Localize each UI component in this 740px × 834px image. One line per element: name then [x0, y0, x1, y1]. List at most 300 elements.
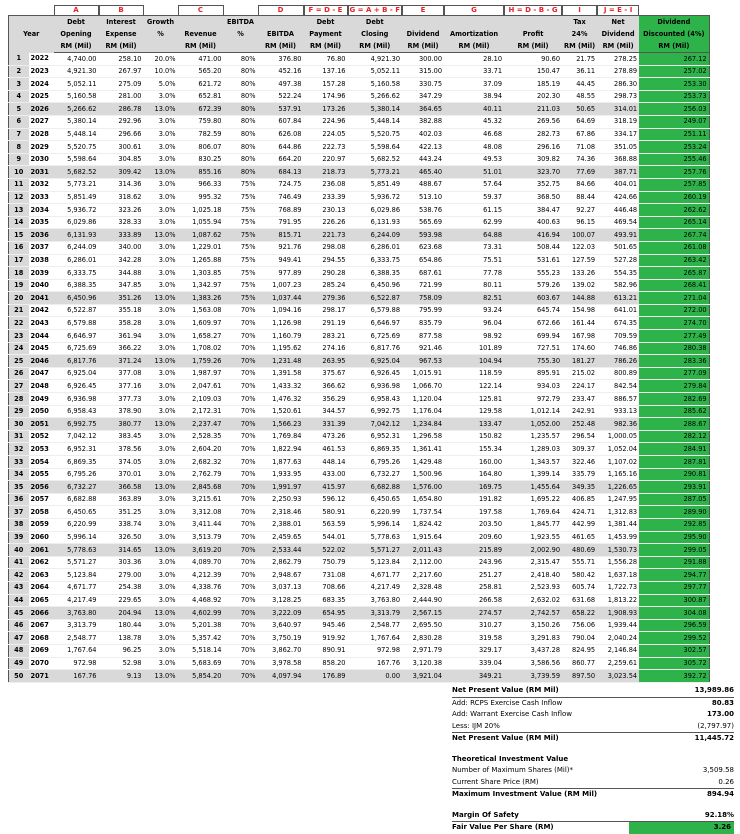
cell-tax: 139.02 — [562, 279, 597, 292]
cell-debt-opening: 6,682.88 — [54, 493, 99, 506]
cell-profit: 1,923.55 — [504, 531, 562, 544]
warrant-label: Add: Warrant Exercise Cash Inflow — [452, 710, 572, 718]
cell-ebitda-pct: 70% — [224, 506, 258, 519]
cell-interest-expense: 351.25 — [99, 506, 144, 519]
cell-year: 2048 — [29, 380, 54, 393]
cell-debt-opening: 6,869.35 — [54, 456, 99, 469]
cell-net-dividend: 298.73 — [597, 90, 639, 103]
cell-year: 2043 — [29, 317, 54, 330]
cell-profit: 727.51 — [504, 342, 562, 355]
header-row-1 — [9, 16, 710, 29]
cell-amortization: 45.32 — [444, 115, 504, 128]
ijm-value: (2,797.97) — [697, 721, 734, 730]
cell-debt-opening: 5,160.58 — [54, 90, 99, 103]
cell-profit: 150.47 — [504, 65, 562, 78]
cell-profit: 2,523.93 — [504, 581, 562, 594]
header-profit-unit: RM (Mil) — [504, 40, 562, 53]
cell-tax: 154.98 — [562, 304, 597, 317]
table-row — [9, 355, 710, 368]
cell-tax: 790.04 — [562, 632, 597, 645]
price-row — [452, 777, 734, 790]
cell-revenue: 4,089.70 — [178, 556, 224, 569]
cell-year: 2032 — [29, 178, 54, 191]
cell-dividend-discounted: 299.05 — [639, 544, 709, 557]
miv-label: Maximum Investment Value (RM Mil) — [452, 790, 598, 798]
cell-amortization: 191.82 — [444, 493, 504, 506]
cell-revenue: 1,303.85 — [178, 267, 224, 280]
cell-debt-closing: 6,131.93 — [348, 216, 403, 229]
cell-dividend: 488.67 — [402, 178, 444, 191]
cell-row-number: 35 — [9, 481, 29, 494]
rcps-row — [452, 698, 734, 710]
cell-row-number: 39 — [9, 531, 29, 544]
cell-debt-payment: 157.28 — [304, 78, 348, 91]
table-row — [9, 166, 710, 179]
cell-amortization: 37.09 — [444, 78, 504, 91]
cell-net-dividend: 886.57 — [597, 393, 639, 406]
cell-amortization: 82.51 — [444, 292, 504, 305]
cell-tax: 580.42 — [562, 569, 597, 582]
cell-debt-opening: 5,773.21 — [54, 178, 99, 191]
cell-year: 2055 — [29, 468, 54, 481]
cell-profit: 416.94 — [504, 229, 562, 242]
cell-dividend-discounted: 253.24 — [639, 141, 709, 154]
formula-row — [9, 5, 710, 16]
header-revenue: Revenue — [178, 28, 224, 40]
header-interest-unit: RM (Mil) — [99, 40, 144, 53]
cell-revenue: 4,338.76 — [178, 581, 224, 594]
header-ebitda-pct-2: % — [224, 28, 258, 40]
cell-growth: 3.0% — [144, 317, 178, 330]
cell-ebitda: 1,231.48 — [258, 355, 304, 368]
cell-dividend-discounted: 255.46 — [639, 153, 709, 166]
table-row — [9, 594, 710, 607]
rcps-value: 80.83 — [711, 698, 734, 707]
cell-amortization: 28.10 — [444, 53, 504, 66]
cell-dividend-discounted: 290.81 — [639, 468, 709, 481]
cell-interest-expense: 326.50 — [99, 531, 144, 544]
cell-ebitda-pct: 80% — [224, 141, 258, 154]
cell-net-dividend: 446.48 — [597, 204, 639, 217]
cell-row-number: 47 — [9, 632, 29, 645]
table-row — [9, 657, 710, 670]
cell-ebitda-pct: 70% — [224, 657, 258, 670]
cell-debt-closing: 6,450.96 — [348, 279, 403, 292]
cell-interest-expense: 229.65 — [99, 594, 144, 607]
cell-dividend-discounted: 292.85 — [639, 518, 709, 531]
cell-ebitda-pct: 70% — [224, 317, 258, 330]
cell-ebitda: 1,160.79 — [258, 330, 304, 343]
cell-interest-expense: 303.36 — [99, 556, 144, 569]
cell-year: 2070 — [29, 657, 54, 670]
table-row — [9, 128, 710, 141]
cell-net-dividend: 527.28 — [597, 254, 639, 267]
cell-debt-closing: 6,286.01 — [348, 241, 403, 254]
table-row — [9, 481, 710, 494]
table-row — [9, 430, 710, 443]
cell-growth: 3.0% — [144, 581, 178, 594]
cell-interest-expense: 180.44 — [99, 619, 144, 632]
cell-row-number: 8 — [9, 141, 29, 154]
cell-debt-opening: 972.98 — [54, 657, 99, 670]
cell-debt-closing: 6,029.86 — [348, 204, 403, 217]
cell-growth: 3.0% — [144, 443, 178, 456]
cell-ebitda: 2,533.44 — [258, 544, 304, 557]
table-row — [9, 418, 710, 431]
cell-net-dividend: 314.01 — [597, 103, 639, 116]
cell-growth: 3.0% — [144, 594, 178, 607]
cell-debt-opening: 5,448.14 — [54, 128, 99, 141]
cell-amortization: 96.04 — [444, 317, 504, 330]
cell-net-dividend: 404.01 — [597, 178, 639, 191]
cell-dividend-discounted: 282.12 — [639, 430, 709, 443]
cell-dividend-discounted: 282.69 — [639, 393, 709, 406]
cell-revenue: 621.72 — [178, 78, 224, 91]
cell-profit: 755.30 — [504, 355, 562, 368]
cell-revenue: 830.25 — [178, 153, 224, 166]
cell-debt-closing: 6,646.97 — [348, 317, 403, 330]
cell-profit: 531.61 — [504, 254, 562, 267]
table-row — [9, 241, 710, 254]
cell-profit: 368.50 — [504, 191, 562, 204]
cell-growth: 3.0% — [144, 456, 178, 469]
cell-debt-closing: 5,936.72 — [348, 191, 403, 204]
cell-debt-payment: 945.46 — [304, 619, 348, 632]
cell-profit: 400.63 — [504, 216, 562, 229]
cell-interest-expense: 52.98 — [99, 657, 144, 670]
cell-growth: 13.0% — [144, 292, 178, 305]
cell-revenue: 806.07 — [178, 141, 224, 154]
cell-ebitda: 1,566.23 — [258, 418, 304, 431]
cell-year: 2061 — [29, 544, 54, 557]
cell-year: 2063 — [29, 569, 54, 582]
cell-net-dividend: 469.54 — [597, 216, 639, 229]
cell-ebitda: 3,978.58 — [258, 657, 304, 670]
cell-dividend: 3,120.38 — [402, 657, 444, 670]
cell-debt-closing: 6,936.98 — [348, 380, 403, 393]
cell-tax: 296.54 — [562, 430, 597, 443]
cell-dividend-discounted: 257.85 — [639, 178, 709, 191]
cell-profit: 1,343.57 — [504, 456, 562, 469]
cell-year: 2045 — [29, 342, 54, 355]
cell-tax: 92.27 — [562, 204, 597, 217]
cell-amortization: 133.47 — [444, 418, 504, 431]
cell-dividend: 1,500.96 — [402, 468, 444, 481]
cell-row-number: 25 — [9, 355, 29, 368]
cell-debt-payment: 298.08 — [304, 241, 348, 254]
cell-debt-payment: 279.36 — [304, 292, 348, 305]
cell-debt-payment: 654.95 — [304, 607, 348, 620]
table-row — [9, 342, 710, 355]
cell-debt-opening: 6,286.01 — [54, 254, 99, 267]
header-amortization-unit: RM (Mil) — [444, 40, 504, 53]
cell-year: 2069 — [29, 644, 54, 657]
table-row — [9, 518, 710, 531]
cell-debt-payment: 344.57 — [304, 405, 348, 418]
cell-net-dividend: 582.96 — [597, 279, 639, 292]
cell-year: 2058 — [29, 506, 54, 519]
table-row — [9, 443, 710, 456]
tiv-title: Theoretical Investment Value — [452, 754, 569, 763]
cell-dividend-discounted: 284.91 — [639, 443, 709, 456]
header-ebitda-pct: EBITDA — [224, 16, 258, 29]
cell-row-number: 31 — [9, 430, 29, 443]
cell-row-number: 27 — [9, 380, 29, 393]
cell-amortization: 203.50 — [444, 518, 504, 531]
cell-debt-payment: 708.66 — [304, 581, 348, 594]
valuation-summary — [452, 685, 734, 834]
cell-ebitda-pct: 70% — [224, 393, 258, 406]
cell-dividend: 300.00 — [402, 53, 444, 66]
table-row — [9, 216, 710, 229]
header-ebitda: EBITDA — [258, 28, 304, 40]
cell-debt-opening: 5,123.84 — [54, 569, 99, 582]
cell-amortization: 164.80 — [444, 468, 504, 481]
cell-tax: 461.65 — [562, 531, 597, 544]
cell-amortization: 118.59 — [444, 367, 504, 380]
cell-ebitda-pct: 80% — [224, 166, 258, 179]
cell-year: 2050 — [29, 405, 54, 418]
cell-ebitda-pct: 70% — [224, 670, 258, 683]
cell-year: 2029 — [29, 141, 54, 154]
cell-amortization: 38.94 — [444, 90, 504, 103]
cell-year: 2037 — [29, 241, 54, 254]
cell-profit: 202.30 — [504, 90, 562, 103]
cell-interest-expense: 281.00 — [99, 90, 144, 103]
cell-revenue: 4,212.39 — [178, 569, 224, 582]
cell-ebitda: 921.76 — [258, 241, 304, 254]
cell-dividend-discounted: 287.05 — [639, 493, 709, 506]
cell-dividend-discounted: 283.36 — [639, 355, 709, 368]
shares-label: Number of Maximum Shares (Mil)* — [452, 766, 573, 774]
cell-debt-payment: 137.16 — [304, 65, 348, 78]
cell-dividend-discounted: 271.04 — [639, 292, 709, 305]
cell-interest-expense: 296.66 — [99, 128, 144, 141]
cell-ebitda-pct: 70% — [224, 544, 258, 557]
cell-year: 2049 — [29, 393, 54, 406]
cell-revenue: 2,604.20 — [178, 443, 224, 456]
cell-interest-expense: 378.90 — [99, 405, 144, 418]
table-row — [9, 644, 710, 657]
cell-debt-payment: 433.00 — [304, 468, 348, 481]
cell-net-dividend: 424.66 — [597, 191, 639, 204]
cell-debt-closing: 6,220.99 — [348, 506, 403, 519]
cell-profit: 3,291.83 — [504, 632, 562, 645]
cell-interest-expense: 204.94 — [99, 607, 144, 620]
cell-tax: 442.99 — [562, 518, 597, 531]
header-row-3 — [9, 40, 710, 53]
cell-amortization: 122.14 — [444, 380, 504, 393]
cell-tax: 480.69 — [562, 544, 597, 557]
cell-dividend-discounted: 293.91 — [639, 481, 709, 494]
cell-debt-payment: 233.39 — [304, 191, 348, 204]
cell-ebitda-pct: 70% — [224, 430, 258, 443]
cell-dividend-discounted: 267.12 — [639, 53, 709, 66]
warrant-row — [452, 709, 734, 721]
cell-amortization: 125.81 — [444, 393, 504, 406]
header-amortization: Amortization — [444, 28, 504, 40]
cell-ebitda: 2,862.79 — [258, 556, 304, 569]
cell-year: 2060 — [29, 531, 54, 544]
cell-debt-payment: 356.29 — [304, 393, 348, 406]
cell-dividend: 565.69 — [402, 216, 444, 229]
cell-ebitda: 452.16 — [258, 65, 304, 78]
cell-year: 2062 — [29, 556, 54, 569]
cell-profit: 2,742.57 — [504, 607, 562, 620]
cell-amortization: 274.57 — [444, 607, 504, 620]
cell-amortization: 266.58 — [444, 594, 504, 607]
table-row — [9, 393, 710, 406]
cell-debt-payment: 274.16 — [304, 342, 348, 355]
cell-row-number: 11 — [9, 178, 29, 191]
cell-dividend-discounted: 305.72 — [639, 657, 709, 670]
cell-debt-closing: 972.98 — [348, 644, 403, 657]
cell-interest-expense: 351.26 — [99, 292, 144, 305]
header-tax-2: 24% — [562, 28, 597, 40]
formula-dividend: E — [402, 5, 444, 16]
cell-net-dividend: 641.01 — [597, 304, 639, 317]
cell-growth: 3.0% — [144, 90, 178, 103]
cell-year: 2022 — [29, 53, 54, 66]
cell-amortization: 150.82 — [444, 430, 504, 443]
table-row — [9, 204, 710, 217]
cell-debt-opening: 6,029.86 — [54, 216, 99, 229]
cell-dividend: 835.79 — [402, 317, 444, 330]
cell-ebitda-pct: 70% — [224, 304, 258, 317]
cell-row-number: 26 — [9, 367, 29, 380]
npv2-label: Net Present Value (RM Mil) — [452, 734, 559, 742]
cell-ebitda: 3,862.70 — [258, 644, 304, 657]
cell-net-dividend: 1,165.16 — [597, 468, 639, 481]
cell-tax: 21.75 — [562, 53, 597, 66]
table-row — [9, 581, 710, 594]
cell-net-dividend: 1,052.04 — [597, 443, 639, 456]
cell-debt-closing: 6,682.88 — [348, 481, 403, 494]
cell-year: 2024 — [29, 78, 54, 91]
table-row — [9, 53, 710, 66]
table-row — [9, 367, 710, 380]
formula-debt-payment: F = D - E — [304, 5, 348, 16]
cell-dividend-discounted: 267.74 — [639, 229, 709, 242]
cell-revenue: 652.81 — [178, 90, 224, 103]
cell-year: 2071 — [29, 670, 54, 683]
cell-dividend-discounted: 277.09 — [639, 367, 709, 380]
cell-dividend: 1,361.41 — [402, 443, 444, 456]
cell-ebitda-pct: 70% — [224, 330, 258, 343]
cell-revenue: 2,047.61 — [178, 380, 224, 393]
cell-revenue: 759.80 — [178, 115, 224, 128]
cell-tax: 860.77 — [562, 657, 597, 670]
cell-dividend: 967.53 — [402, 355, 444, 368]
formula-debt-opening: A — [54, 5, 99, 16]
cell-year: 2056 — [29, 481, 54, 494]
table-row — [9, 317, 710, 330]
cell-debt-opening: 5,571.27 — [54, 556, 99, 569]
cell-dividend: 1,234.84 — [402, 418, 444, 431]
cell-debt-opening: 7,042.12 — [54, 430, 99, 443]
cell-amortization: 62.99 — [444, 216, 504, 229]
cell-debt-opening: 6,925.04 — [54, 367, 99, 380]
cell-ebitda-pct: 75% — [224, 229, 258, 242]
cell-row-number: 34 — [9, 468, 29, 481]
cell-dividend: 877.58 — [402, 330, 444, 343]
cell-interest-expense: 304.85 — [99, 153, 144, 166]
cell-row-number: 23 — [9, 330, 29, 343]
mos-label: Margin Of Safety — [452, 810, 519, 819]
cell-tax: 824.95 — [562, 644, 597, 657]
cell-ebitda: 1,094.16 — [258, 304, 304, 317]
cell-debt-opening: 5,520.75 — [54, 141, 99, 154]
cell-revenue: 2,237.47 — [178, 418, 224, 431]
cell-row-number: 2 — [9, 65, 29, 78]
table-row — [9, 619, 710, 632]
cell-ebitda: 977.89 — [258, 267, 304, 280]
ijm-row — [452, 721, 734, 733]
cell-profit: 309.82 — [504, 153, 562, 166]
cell-amortization: 93.24 — [444, 304, 504, 317]
cell-debt-closing: 6,333.75 — [348, 254, 403, 267]
cell-row-number: 45 — [9, 607, 29, 620]
header-growth-2: % — [144, 28, 178, 40]
cell-debt-opening: 6,388.35 — [54, 279, 99, 292]
cell-year: 2064 — [29, 581, 54, 594]
cell-ebitda: 1,991.97 — [258, 481, 304, 494]
cell-row-number: 16 — [9, 241, 29, 254]
table-row — [9, 65, 710, 78]
cell-row-number: 29 — [9, 405, 29, 418]
cell-debt-payment: 448.14 — [304, 456, 348, 469]
ijm-label: Less: IJM 20% — [452, 721, 500, 730]
cell-debt-closing: 7,042.12 — [348, 418, 403, 431]
header-discounted-2: Discounted (4%) — [639, 28, 709, 40]
cell-interest-expense: 275.09 — [99, 78, 144, 91]
cell-ebitda-pct: 70% — [224, 418, 258, 431]
cell-ebitda: 724.75 — [258, 178, 304, 191]
cell-debt-payment: 415.97 — [304, 481, 348, 494]
cell-ebitda: 537.91 — [258, 103, 304, 116]
cell-net-dividend: 1,813.22 — [597, 594, 639, 607]
cell-dividend: 402.03 — [402, 128, 444, 141]
cell-row-number: 44 — [9, 594, 29, 607]
cell-profit: 1,235.57 — [504, 430, 562, 443]
cell-dividend-discounted: 263.42 — [639, 254, 709, 267]
cell-debt-opening: 4,217.49 — [54, 594, 99, 607]
cell-debt-closing: 6,869.35 — [348, 443, 403, 456]
cell-debt-payment: 263.95 — [304, 355, 348, 368]
header-net-dividend-unit: RM (Mil) — [597, 40, 639, 53]
cell-debt-payment: 226.26 — [304, 216, 348, 229]
cell-dividend: 3,921.04 — [402, 670, 444, 683]
table-body — [9, 53, 710, 683]
cell-dividend: 1,429.48 — [402, 456, 444, 469]
cell-growth: 3.0% — [144, 254, 178, 267]
cell-row-number: 13 — [9, 204, 29, 217]
dividend-table — [8, 5, 710, 683]
cell-growth: 3.0% — [144, 330, 178, 343]
cell-profit: 1,052.00 — [504, 418, 562, 431]
cell-debt-payment: 580.91 — [304, 506, 348, 519]
cell-ebitda: 2,318.46 — [258, 506, 304, 519]
cell-revenue: 782.59 — [178, 128, 224, 141]
cell-debt-opening: 6,646.97 — [54, 330, 99, 343]
cell-interest-expense: 314.65 — [99, 544, 144, 557]
header-debt-payment-2: Payment — [304, 28, 348, 40]
cell-ebitda-pct: 80% — [224, 115, 258, 128]
cell-growth: 13.0% — [144, 166, 178, 179]
cell-interest-expense: 333.89 — [99, 229, 144, 242]
cell-net-dividend: 387.71 — [597, 166, 639, 179]
cell-profit: 2,315.47 — [504, 556, 562, 569]
